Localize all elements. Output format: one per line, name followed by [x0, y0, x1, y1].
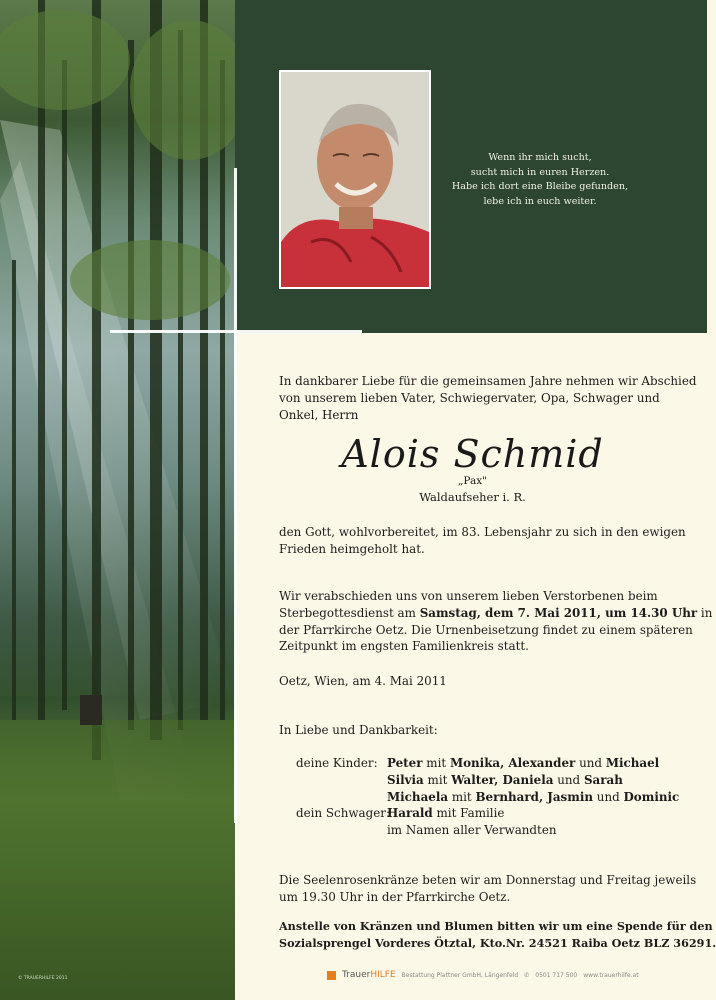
brother-in-law-label: dein Schwager: [296, 806, 390, 821]
quote-line: Habe ich dort eine Bleibe gefunden, [451, 181, 629, 192]
cross-horizontal-bar [110, 330, 362, 333]
family-row [296, 772, 679, 789]
family-name: Sarah [583, 772, 623, 787]
photo-credit: © TRAUERHILFE 2011 [18, 976, 68, 981]
passing-line: Frieden heimgeholt hat. [279, 541, 425, 556]
forest-background-image [0, 0, 235, 1000]
relatives-line: im Namen aller Verwandten [387, 823, 557, 838]
family-names [387, 772, 623, 789]
family-list [296, 755, 679, 839]
rosary-paragraph [279, 872, 697, 906]
intro-line: von unserem lieben Vater, Schwiegervater, Opa, Schwager und [279, 390, 660, 405]
family-name: Harald [387, 806, 433, 821]
family-name: Bernhard, Jasmin [475, 789, 593, 804]
funeral-line: der Pfarrkirche Oetz. Die Urnenbeisetzung findet zu einem späteren [279, 622, 693, 637]
family-names [387, 805, 504, 822]
deceased-name: Alois Schmid [341, 432, 604, 476]
portrait-frame [279, 70, 431, 289]
brand-name-part: Trauer [342, 970, 371, 980]
family-names [387, 789, 679, 806]
passing-paragraph [279, 524, 686, 558]
family-names [387, 755, 659, 772]
family-name: Walter, Daniela [451, 772, 554, 787]
company-name: Bestattung Plattner GmbH, Längenfeld [401, 971, 519, 979]
family-joiner: und [593, 789, 624, 804]
brand-name-part: HILFE [370, 970, 396, 980]
family-name: Michael [605, 756, 660, 770]
family-row [296, 805, 679, 822]
funeral-line-text: Sterbegottesdienst am [279, 605, 420, 620]
quote-line: Wenn ihr mich sucht, [488, 152, 592, 163]
quote-line: lebe ich in euch weiter. [483, 195, 597, 207]
family-joiner: mit [448, 789, 476, 804]
phone-icon: ✆ [524, 971, 530, 979]
intro-paragraph [279, 373, 697, 423]
place-date: Oetz, Wien, am 4. Mai 2011 [279, 674, 447, 688]
family-joiner: mit [422, 756, 450, 770]
closing-phrase: In Liebe und Dankbarkeit: [279, 723, 438, 737]
donation-paragraph [279, 918, 716, 952]
quote-line: sucht mich in euren Herzen. [470, 166, 610, 178]
footer [327, 970, 687, 980]
funeral-line [279, 605, 713, 622]
family-name: Dominic [623, 789, 680, 804]
deceased-nickname: „Pax" [457, 475, 488, 487]
family-joiner: und [553, 772, 584, 787]
intro-line: Onkel, Herrn [279, 407, 359, 422]
funeral-paragraph [279, 588, 713, 655]
family-joiner: mit [423, 772, 452, 787]
family-name: Silvia [387, 772, 424, 787]
website-link[interactable]: www.trauerhilfe.at [583, 971, 639, 979]
funeral-line: Wir verabschieden uns von unserem lieben Verstorbenen beim [279, 589, 658, 603]
rosary-line: Die Seelenrosenkränze beten wir am Donnerstag und Freitag jeweils [279, 873, 697, 887]
family-joiner: und [575, 756, 606, 770]
funeral-line: Zeitpunkt im engsten Familienkreis statt. [279, 639, 529, 654]
rosary-line: um 19.30 Uhr in der Pfarrkirche Oetz. [279, 889, 511, 904]
donation-line: Sozialsprengel Vorderes Ötztal, Kto.Nr. 24521 Raiba Oetz BLZ 36291. [279, 935, 716, 950]
passing-line: den Gott, wohlvorbereitet, im 83. Lebensjahr zu sich in den ewigen [279, 525, 686, 539]
deceased-role: Waldaufseher i. R. [419, 490, 526, 504]
family-name: Michaela [387, 789, 449, 804]
family-joiner: mit Familie [432, 806, 505, 821]
children-label: deine Kinder: [296, 756, 378, 770]
funeral-line-text: in [697, 605, 713, 620]
portrait-photo [281, 72, 429, 287]
phone-number: 0501 717 500 [535, 971, 578, 979]
family-row [296, 789, 679, 806]
memorial-quote [440, 151, 640, 209]
brand-logo [342, 970, 396, 980]
family-row [296, 822, 679, 839]
family-name: Peter [387, 756, 423, 770]
funeral-date: Samstag, dem 7. Mai 2011, um 14.30 Uhr [419, 605, 698, 620]
family-row [296, 755, 679, 772]
family-name: Monika, Alexander [449, 756, 576, 770]
cross-vertical-bar [234, 168, 237, 823]
trauerhilfe-logo-icon [327, 971, 336, 980]
intro-line: In dankbarer Liebe für die gemeinsamen Jahre nehmen wir Abschied [279, 374, 697, 388]
donation-line: Anstelle von Kränzen und Blumen bitten wir um eine Spende für den [279, 919, 713, 933]
